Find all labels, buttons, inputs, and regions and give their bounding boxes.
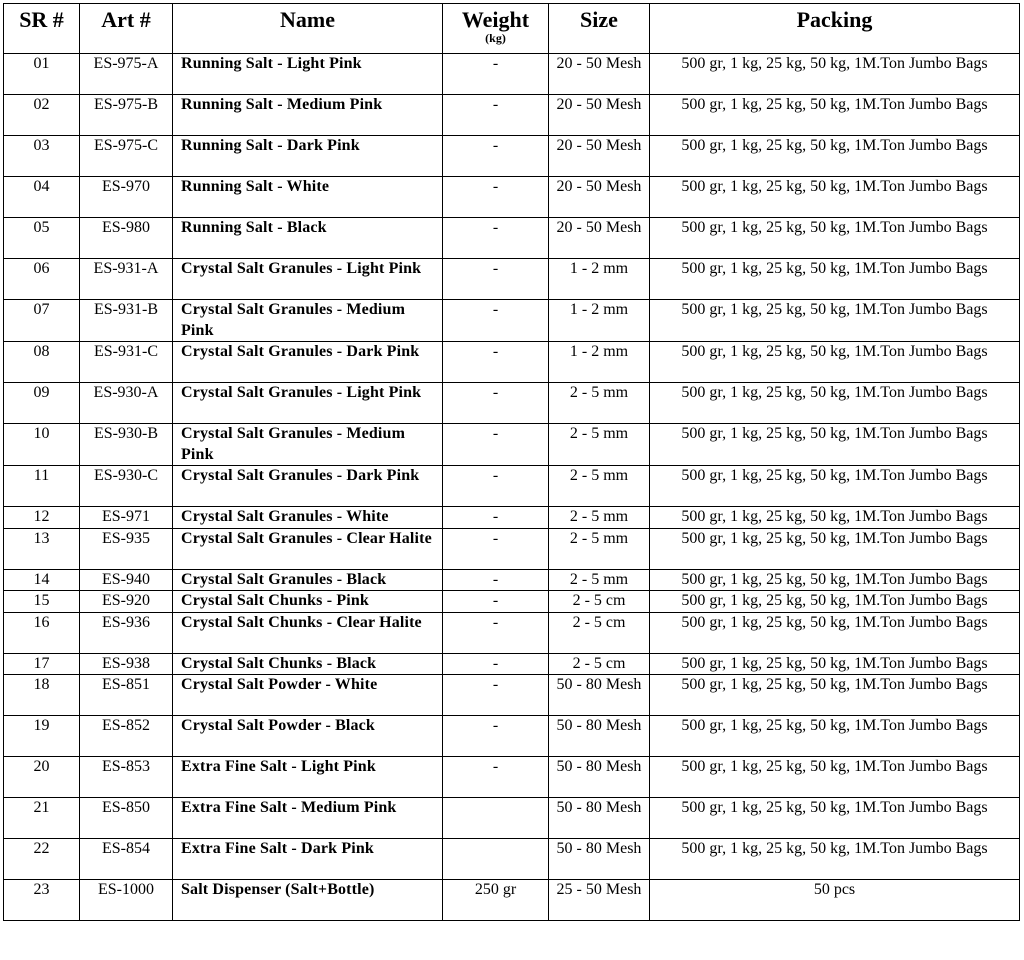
art-cell: ES-935 <box>80 528 173 569</box>
art-cell: ES-975-B <box>80 95 173 136</box>
table-row <box>4 507 1020 529</box>
size-cell: 50 - 80 Mesh <box>549 716 650 757</box>
sr-cell: 22 <box>4 839 80 880</box>
sr-cell: 21 <box>4 798 80 839</box>
weight-cell: - <box>443 675 549 716</box>
packing-cell: 500 gr, 1 kg, 25 kg, 50 kg, 1M.Ton Jumbo Bags <box>650 569 1020 591</box>
art-cell: ES-1000 <box>80 880 173 921</box>
size-cell: 2 - 5 mm <box>549 569 650 591</box>
weight-cell: - <box>443 95 549 136</box>
size-cell: 25 - 50 Mesh <box>549 880 650 921</box>
size-cell: 2 - 5 mm <box>549 424 650 466</box>
size-cell: 2 - 5 mm <box>549 466 650 507</box>
packing-cell: 500 gr, 1 kg, 25 kg, 50 kg, 1M.Ton Jumbo Bags <box>650 612 1020 653</box>
sr-cell: 19 <box>4 716 80 757</box>
art-cell: ES-851 <box>80 675 173 716</box>
packing-cell: 500 gr, 1 kg, 25 kg, 50 kg, 1M.Ton Jumbo Bags <box>650 675 1020 716</box>
table-row <box>4 342 1020 383</box>
weight-cell: - <box>443 757 549 798</box>
header-row <box>4 4 1020 54</box>
size-cell: 20 - 50 Mesh <box>549 54 650 95</box>
header-art: Art # <box>80 4 173 54</box>
art-cell: ES-931-A <box>80 259 173 300</box>
header-name: Name <box>173 4 443 54</box>
name-cell: Extra Fine Salt - Dark Pink <box>173 839 443 880</box>
sr-cell: 15 <box>4 591 80 613</box>
size-cell: 50 - 80 Mesh <box>549 798 650 839</box>
name-cell: Crystal Salt Granules - Dark Pink <box>173 342 443 383</box>
name-cell: Running Salt - White <box>173 177 443 218</box>
size-cell: 50 - 80 Mesh <box>549 675 650 716</box>
size-cell: 20 - 50 Mesh <box>549 177 650 218</box>
art-cell: ES-971 <box>80 507 173 529</box>
header-weight-unit: (kg) <box>485 31 506 45</box>
art-cell: ES-936 <box>80 612 173 653</box>
sr-cell: 01 <box>4 54 80 95</box>
sr-cell: 09 <box>4 383 80 424</box>
header-sr: SR # <box>4 4 80 54</box>
weight-cell: - <box>443 716 549 757</box>
packing-cell: 500 gr, 1 kg, 25 kg, 50 kg, 1M.Ton Jumbo Bags <box>650 528 1020 569</box>
table-row <box>4 591 1020 613</box>
art-cell: ES-850 <box>80 798 173 839</box>
art-cell: ES-970 <box>80 177 173 218</box>
art-cell: ES-930-A <box>80 383 173 424</box>
size-cell: 2 - 5 cm <box>549 612 650 653</box>
art-cell: ES-975-A <box>80 54 173 95</box>
packing-cell: 500 gr, 1 kg, 25 kg, 50 kg, 1M.Ton Jumbo Bags <box>650 342 1020 383</box>
weight-cell: - <box>443 653 549 675</box>
sr-cell: 06 <box>4 259 80 300</box>
sr-cell: 02 <box>4 95 80 136</box>
name-cell: Crystal Salt Chunks - Black <box>173 653 443 675</box>
weight-cell: - <box>443 591 549 613</box>
name-cell: Crystal Salt Chunks - Clear Halite <box>173 612 443 653</box>
art-cell: ES-931-C <box>80 342 173 383</box>
sr-cell: 07 <box>4 300 80 342</box>
packing-cell: 500 gr, 1 kg, 25 kg, 50 kg, 1M.Ton Jumbo Bags <box>650 424 1020 466</box>
table-row <box>4 136 1020 177</box>
name-cell: Crystal Salt Granules - Medium Pink <box>173 300 443 342</box>
sr-cell: 17 <box>4 653 80 675</box>
table-row <box>4 528 1020 569</box>
size-cell: 50 - 80 Mesh <box>549 839 650 880</box>
size-cell: 2 - 5 mm <box>549 528 650 569</box>
table-row <box>4 612 1020 653</box>
packing-cell: 500 gr, 1 kg, 25 kg, 50 kg, 1M.Ton Jumbo Bags <box>650 259 1020 300</box>
art-cell: ES-853 <box>80 757 173 798</box>
product-table <box>3 3 1020 921</box>
size-cell: 1 - 2 mm <box>549 300 650 342</box>
sr-cell: 12 <box>4 507 80 529</box>
table-row <box>4 466 1020 507</box>
sr-cell: 18 <box>4 675 80 716</box>
weight-cell: - <box>443 177 549 218</box>
packing-cell: 500 gr, 1 kg, 25 kg, 50 kg, 1M.Ton Jumbo Bags <box>650 757 1020 798</box>
sr-cell: 05 <box>4 218 80 259</box>
size-cell: 20 - 50 Mesh <box>549 218 650 259</box>
table-row <box>4 218 1020 259</box>
size-cell: 2 - 5 mm <box>549 383 650 424</box>
art-cell: ES-940 <box>80 569 173 591</box>
name-cell: Crystal Salt Chunks - Pink <box>173 591 443 613</box>
table-row <box>4 675 1020 716</box>
art-cell: ES-931-B <box>80 300 173 342</box>
sr-cell: 10 <box>4 424 80 466</box>
table-body <box>4 54 1020 921</box>
weight-cell <box>443 839 549 880</box>
packing-cell: 500 gr, 1 kg, 25 kg, 50 kg, 1M.Ton Jumbo Bags <box>650 177 1020 218</box>
name-cell: Crystal Salt Granules - Dark Pink <box>173 466 443 507</box>
packing-cell: 500 gr, 1 kg, 25 kg, 50 kg, 1M.Ton Jumbo Bags <box>650 218 1020 259</box>
table-row <box>4 569 1020 591</box>
table-row <box>4 424 1020 466</box>
weight-cell: - <box>443 424 549 466</box>
table-row <box>4 95 1020 136</box>
table-row <box>4 757 1020 798</box>
weight-cell: - <box>443 528 549 569</box>
art-cell: ES-852 <box>80 716 173 757</box>
name-cell: Running Salt - Medium Pink <box>173 95 443 136</box>
packing-cell: 500 gr, 1 kg, 25 kg, 50 kg, 1M.Ton Jumbo Bags <box>650 591 1020 613</box>
packing-cell: 500 gr, 1 kg, 25 kg, 50 kg, 1M.Ton Jumbo Bags <box>650 300 1020 342</box>
art-cell: ES-930-C <box>80 466 173 507</box>
sr-cell: 14 <box>4 569 80 591</box>
name-cell: Running Salt - Dark Pink <box>173 136 443 177</box>
sr-cell: 11 <box>4 466 80 507</box>
packing-cell: 50 pcs <box>650 880 1020 921</box>
table-row <box>4 798 1020 839</box>
art-cell: ES-938 <box>80 653 173 675</box>
weight-cell: 250 gr <box>443 880 549 921</box>
weight-cell: - <box>443 612 549 653</box>
size-cell: 2 - 5 cm <box>549 591 650 613</box>
sr-cell: 16 <box>4 612 80 653</box>
table-row <box>4 300 1020 342</box>
name-cell: Crystal Salt Granules - Medium Pink <box>173 424 443 466</box>
sr-cell: 13 <box>4 528 80 569</box>
table-header <box>4 4 1020 54</box>
size-cell: 1 - 2 mm <box>549 259 650 300</box>
size-cell: 20 - 50 Mesh <box>549 136 650 177</box>
name-cell: Extra Fine Salt - Medium Pink <box>173 798 443 839</box>
weight-cell: - <box>443 507 549 529</box>
weight-cell: - <box>443 54 549 95</box>
name-cell: Crystal Salt Granules - White <box>173 507 443 529</box>
name-cell: Crystal Salt Granules - Light Pink <box>173 383 443 424</box>
name-cell: Crystal Salt Granules - Clear Halite <box>173 528 443 569</box>
packing-cell: 500 gr, 1 kg, 25 kg, 50 kg, 1M.Ton Jumbo Bags <box>650 507 1020 529</box>
packing-cell: 500 gr, 1 kg, 25 kg, 50 kg, 1M.Ton Jumbo Bags <box>650 383 1020 424</box>
table-row <box>4 653 1020 675</box>
weight-cell: - <box>443 300 549 342</box>
art-cell: ES-920 <box>80 591 173 613</box>
weight-cell: - <box>443 466 549 507</box>
size-cell: 20 - 50 Mesh <box>549 95 650 136</box>
table-row <box>4 259 1020 300</box>
size-cell: 2 - 5 cm <box>549 653 650 675</box>
sr-cell: 04 <box>4 177 80 218</box>
packing-cell: 500 gr, 1 kg, 25 kg, 50 kg, 1M.Ton Jumbo Bags <box>650 839 1020 880</box>
art-cell: ES-975-C <box>80 136 173 177</box>
weight-cell <box>443 798 549 839</box>
name-cell: Crystal Salt Powder - Black <box>173 716 443 757</box>
name-cell: Extra Fine Salt - Light Pink <box>173 757 443 798</box>
art-cell: ES-854 <box>80 839 173 880</box>
packing-cell: 500 gr, 1 kg, 25 kg, 50 kg, 1M.Ton Jumbo Bags <box>650 54 1020 95</box>
name-cell: Crystal Salt Granules - Black <box>173 569 443 591</box>
packing-cell: 500 gr, 1 kg, 25 kg, 50 kg, 1M.Ton Jumbo Bags <box>650 136 1020 177</box>
table-row <box>4 177 1020 218</box>
header-weight <box>443 4 549 54</box>
weight-cell: - <box>443 383 549 424</box>
packing-cell: 500 gr, 1 kg, 25 kg, 50 kg, 1M.Ton Jumbo Bags <box>650 798 1020 839</box>
sr-cell: 08 <box>4 342 80 383</box>
name-cell: Crystal Salt Granules - Light Pink <box>173 259 443 300</box>
name-cell: Crystal Salt Powder - White <box>173 675 443 716</box>
name-cell: Running Salt - Black <box>173 218 443 259</box>
size-cell: 1 - 2 mm <box>549 342 650 383</box>
table-row <box>4 54 1020 95</box>
table-row <box>4 383 1020 424</box>
weight-cell: - <box>443 342 549 383</box>
packing-cell: 500 gr, 1 kg, 25 kg, 50 kg, 1M.Ton Jumbo Bags <box>650 466 1020 507</box>
size-cell: 2 - 5 mm <box>549 507 650 529</box>
table-row <box>4 880 1020 921</box>
name-cell: Salt Dispenser (Salt+Bottle) <box>173 880 443 921</box>
packing-cell: 500 gr, 1 kg, 25 kg, 50 kg, 1M.Ton Jumbo Bags <box>650 653 1020 675</box>
name-cell: Running Salt - Light Pink <box>173 54 443 95</box>
weight-cell: - <box>443 259 549 300</box>
size-cell: 50 - 80 Mesh <box>549 757 650 798</box>
weight-cell: - <box>443 136 549 177</box>
header-weight-label: Weight <box>461 7 530 32</box>
art-cell: ES-930-B <box>80 424 173 466</box>
packing-cell: 500 gr, 1 kg, 25 kg, 50 kg, 1M.Ton Jumbo Bags <box>650 95 1020 136</box>
packing-cell: 500 gr, 1 kg, 25 kg, 50 kg, 1M.Ton Jumbo Bags <box>650 716 1020 757</box>
sr-cell: 20 <box>4 757 80 798</box>
weight-cell: - <box>443 218 549 259</box>
sr-cell: 23 <box>4 880 80 921</box>
header-size: Size <box>549 4 650 54</box>
table-row <box>4 716 1020 757</box>
table-row <box>4 839 1020 880</box>
weight-cell: - <box>443 569 549 591</box>
art-cell: ES-980 <box>80 218 173 259</box>
sr-cell: 03 <box>4 136 80 177</box>
header-packing: Packing <box>650 4 1020 54</box>
